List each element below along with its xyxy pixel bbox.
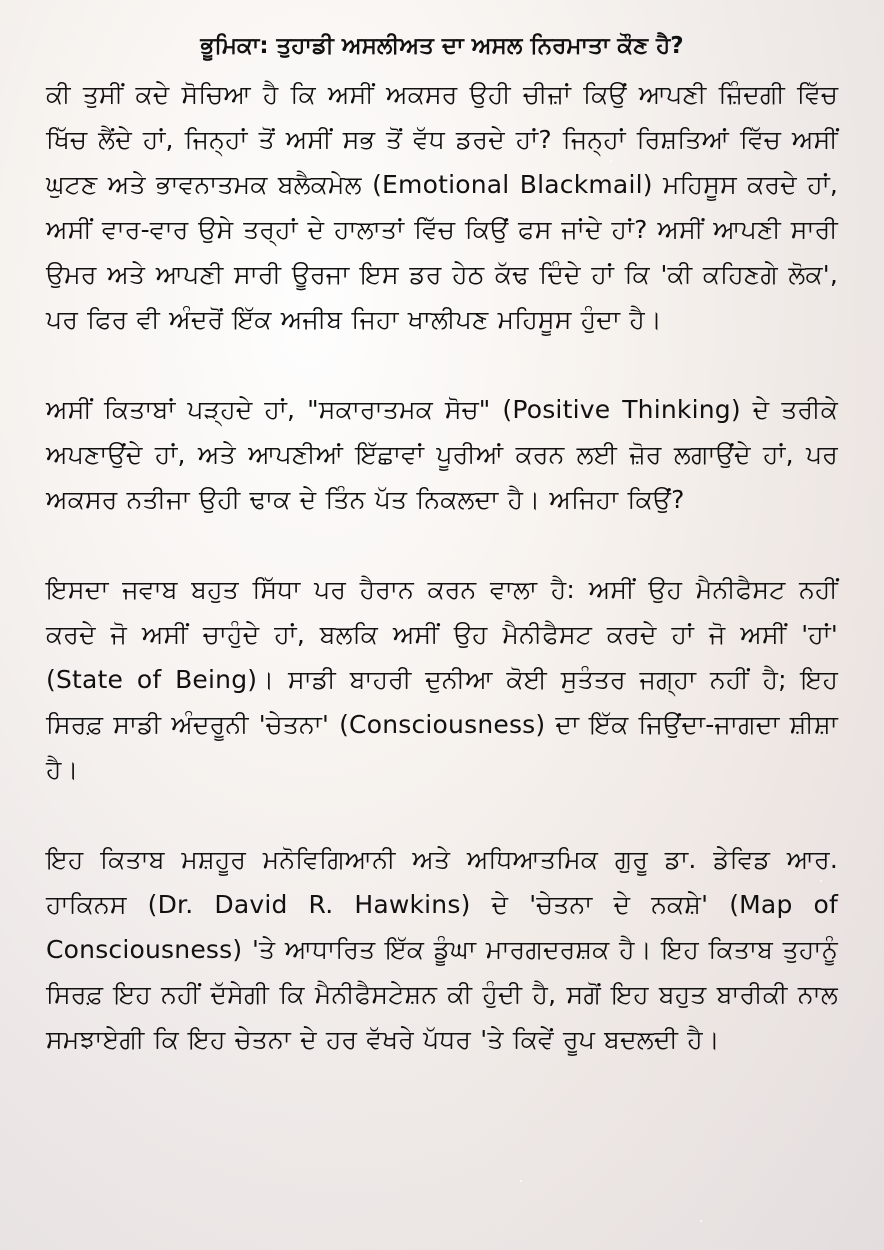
star [520,1180,522,1182]
paragraph-intro-questions: ਕੀ ਤੁਸੀਂ ਕਦੇ ਸੋਚਿਆ ਹੈ ਕਿ ਅਸੀਂ ਅਕਸਰ ਉਹੀ ਚੀਜ਼ਾਂ ਕਿਉਂ ਆਪਣੀ ਜ਼ਿੰਦਗੀ ਵਿੱਚ ਖਿੱਚ ਲੈਂਦੇ ਹਾਂ, ਜਿਨ੍ਹਾਂ ਤੋਂ ਅਸੀਂ ਸਭ ਤੋਂ ਵੱਧ ਡਰਦੇ ਹਾਂ? ਜਿਨ੍ਹਾਂ ਰਿਸ਼ਤਿਆਂ ਵਿੱਚ ਅਸੀਂ ਘੁਟਣ ਅਤੇ ਭਾਵਨਾਤਮਕ ਬਲੈਕਮੇਲ (Emotional Blackmail) ਮਹਿਸੂਸ ਕਰਦੇ ਹਾਂ, ਅਸੀਂ ਵਾਰ-ਵਾਰ ਉਸੇ ਤਰ੍ਹਾਂ ਦੇ ਹਾਲਾਤਾਂ ਵਿੱਚ ਕਿਉਂ ਫਸ ਜਾਂਦੇ ਹਾਂ? ਅਸੀਂ ਆਪਣੀ ਸਾਰੀ ਉਮਰ ਅਤੇ ਆਪਣੀ ਸਾਰੀ ਊਰਜਾ ਇਸ ਡਰ ਹੇਠ ਕੱਢ ਦਿੰਦੇ ਹਾਂ ਕਿ 'ਕੀ ਕਹਿਣਗੇ ਲੋਕ', ਪਰ ਫਿਰ ਵੀ ਅੰਦਰੋਂ ਇੱਕ ਅਜੀਬ ਜਿਹਾ ਖਾਲੀਪਣ ਮਹਿਸੂਸ ਹੁੰਦਾ ਹੈ। [46,80,838,334]
paragraph-positive-thinking: ਅਸੀਂ ਕਿਤਾਬਾਂ ਪੜ੍ਹਦੇ ਹਾਂ, "ਸਕਾਰਾਤਮਕ ਸੋਚ" (Positive Thinking) ਦੇ ਤਰੀਕੇ ਅਪਣਾਉਂਦੇ ਹਾਂ, ਅਤੇ ਆਪਣੀਆਂ ਇੱਛਾਵਾਂ ਪੂਰੀਆਂ ਕਰਨ ਲਈ ਜ਼ੋਰ ਲਗਾਉਂਦੇ ਹਾਂ, ਪਰ ਅਕਸਰ ਨਤੀਜਾ ਉਹੀ ਢਾਕ ਦੇ ਤਿੰਨ ਪੱਤ ਨਿਕਲਦਾ ਹੈ। ਅਜਿਹਾ ਕਿਉਂ? [46,395,838,514]
page-title: ਭੂਮਿਕਾ: ਤੁਹਾਡੀ ਅਸਲੀਅਤ ਦਾ ਅਸਲ ਨਿਰਮਾਤਾ ਕੌਣ ਹੈ? [200,33,684,59]
document-page [46,28,838,1062]
star [700,1220,702,1222]
paragraph-book-description: ਇਹ ਕਿਤਾਬ ਮਸ਼ਹੂਰ ਮਨੋਵਿਗਿਆਨੀ ਅਤੇ ਅਧਿਆਤਮਿਕ ਗੁਰੂ ਡਾ. ਡੇਵਿਡ ਆਰ. ਹਾਕਿਨਸ (Dr. David R. Hawkins) ਦੇ 'ਚੇਤਨਾ ਦੇ ਨਕਸ਼ੇ' (Map of Consciousness) 'ਤੇ ਆਧਾਰਿਤ ਇੱਕ ਡੂੰਘਾ ਮਾਰਗਦਰਸ਼ਕ ਹੈ। ਇਹ ਕਿਤਾਬ ਤੁਹਾਨੂੰ ਸਿਰਫ਼ ਇਹ ਨਹੀਂ ਦੱਸੇਗੀ ਕਿ ਮੈਨੀਫੈਸਟੇਸ਼ਨ ਕੀ ਹੁੰਦੀ ਹੈ, ਸਗੋਂ ਇਹ ਬਹੁਤ ਬਾਰੀਕੀ ਨਾਲ ਸਮਝਾਏਗੀ ਕਿ ਇਹ ਚੇਤਨਾ ਦੇ ਹਰ ਵੱਖਰੇ ਪੱਧਰ 'ਤੇ ਕਿਵੇਂ ਰੂਪ ਬਦਲਦੀ ਹੈ। [46,845,838,1054]
paragraph-state-of-being: ਇਸਦਾ ਜਵਾਬ ਬਹੁਤ ਸਿੱਧਾ ਪਰ ਹੈਰਾਨ ਕਰਨ ਵਾਲਾ ਹੈ: ਅਸੀਂ ਉਹ ਮੈਨੀਫੈਸਟ ਨਹੀਂ ਕਰਦੇ ਜੋ ਅਸੀਂ ਚਾਹੁੰਦੇ ਹਾਂ, ਬਲਕਿ ਅਸੀਂ ਉਹ ਮੈਨੀਫੈਸਟ ਕਰਦੇ ਹਾਂ ਜੋ ਅਸੀਂ 'ਹਾਂ' (State of Being)। ਸਾਡੀ ਬਾਹਰੀ ਦੁਨੀਆ ਕੋਈ ਸੁਤੰਤਰ ਜਗ੍ਹਾ ਨਹੀਂ ਹੈ; ਇਹ ਸਿਰਫ਼ ਸਾਡੀ ਅੰਦਰੂਨੀ 'ਚੇਤਨਾ' (Consciousness) ਦਾ ਇੱਕ ਜਿਉਂਦਾ-ਜਾਗਦਾ ਸ਼ੀਸ਼ਾ ਹੈ। [46,575,838,784]
